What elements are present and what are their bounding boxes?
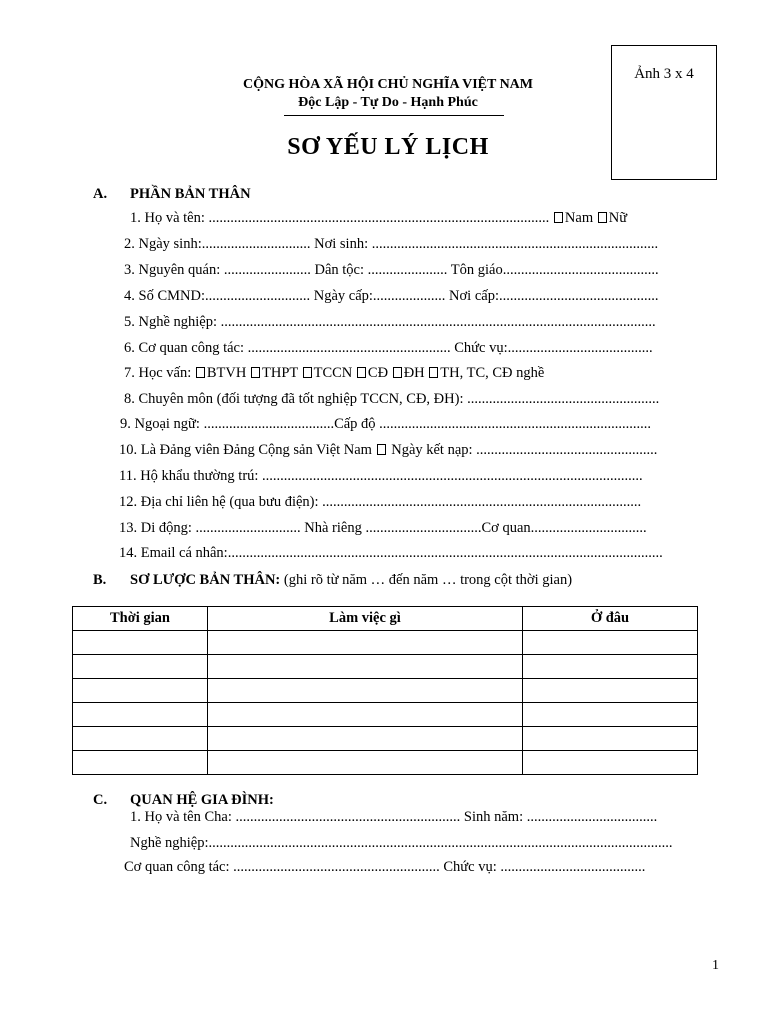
checkbox-dh[interactable] [393, 367, 402, 378]
form-line-id-card[interactable]: 4. Số CMND:............................. Ngày cấp:.................... Nơi cấp:............................................ [124, 288, 659, 304]
option-dh: ĐH [403, 365, 425, 381]
option-vocational: TH, TC, CĐ nghề [440, 365, 545, 381]
country-title: CỘNG HÒA XÃ HỘI CHỦ NGHĨA VIỆT NAM [242, 77, 533, 92]
form-line-specialty[interactable]: 8. Chuyên môn (đối tượng đã tốt nghiệp TCCN, CĐ, ĐH): ..................................................... [124, 391, 660, 407]
table-row [73, 751, 698, 775]
table-cell[interactable] [523, 727, 698, 751]
form-line-father-name[interactable]: 1. Họ và tên Cha: .............................................................. Sinh năm: .................................... [130, 809, 658, 825]
party-member-text: 10. Là Đảng viên Đảng Cộng sản Việt Nam [119, 442, 376, 458]
table-cell[interactable] [208, 655, 523, 679]
form-line-education[interactable] [124, 363, 696, 383]
section-b-letter: B. [93, 572, 107, 588]
table-row [73, 727, 698, 751]
section-b-note: (ghi rõ từ năm … đến năm … trong cột thời gian) [280, 572, 573, 588]
form-line-phone[interactable]: 13. Di động: ............................. Nhà riêng ................................Cơ quan................................ [119, 520, 647, 536]
table-cell[interactable] [73, 703, 208, 727]
table-cell[interactable] [73, 631, 208, 655]
page-title: SƠ YẾU LÝ LỊCH [287, 134, 489, 160]
form-line-address[interactable]: 12. Địa chỉ liên hệ (qua bưu điện): ........................................................................................ [119, 494, 642, 510]
form-line-email[interactable]: 14. Email cá nhân:........................................................................................................................ [119, 545, 663, 561]
checkbox-party-member[interactable] [377, 444, 386, 455]
table-cell[interactable] [523, 703, 698, 727]
section-c-heading: QUAN HỆ GIA ĐÌNH: [130, 792, 274, 808]
table-cell[interactable] [208, 751, 523, 775]
join-date-text: Ngày kết nạp: .................................................. [391, 442, 658, 458]
column-header-work: Làm việc gì [208, 607, 523, 631]
table-row [73, 679, 698, 703]
form-line-workplace[interactable]: 6. Cơ quan công tác: ........................................................ Chức vụ:........................................ [124, 340, 653, 356]
checkbox-cd[interactable] [357, 367, 366, 378]
checkbox-tccn[interactable] [303, 367, 312, 378]
form-line-father-occupation[interactable]: Nghề nghiệp:................................................................................................................................ [130, 835, 673, 851]
option-btvh: BTVH [206, 365, 247, 381]
form-line-name[interactable] [130, 208, 700, 228]
page-number: 1 [712, 958, 719, 973]
column-header-time: Thời gian [73, 607, 208, 631]
option-cd: CĐ [367, 365, 389, 381]
checkbox-btvh[interactable] [196, 367, 205, 378]
education-label: 7. Học vấn: [124, 365, 195, 381]
table-row [73, 655, 698, 679]
section-a-heading: PHẦN BẢN THÂN [130, 186, 251, 202]
photo-label: Ảnh 3 x 4 [634, 66, 694, 82]
section-b-heading: SƠ LƯỢC BẢN THÂN: [130, 572, 281, 588]
section-b-heading-row [130, 572, 572, 589]
table-header-row [73, 607, 698, 631]
motto-underline [284, 115, 504, 116]
table-cell[interactable] [208, 727, 523, 751]
form-line-father-workplace[interactable]: Cơ quan công tác: ......................................................... Chức vụ: ........................................ [124, 859, 646, 875]
checkbox-vocational[interactable] [429, 367, 438, 378]
section-c-letter: C. [93, 792, 108, 808]
motto: Độc Lập - Tự Do - Hạnh Phúc [298, 95, 478, 110]
table-cell[interactable] [208, 703, 523, 727]
table-cell[interactable] [523, 751, 698, 775]
table-cell[interactable] [73, 655, 208, 679]
checkbox-thpt[interactable] [251, 367, 260, 378]
section-a-letter: A. [93, 186, 108, 202]
column-header-place: Ở đâu [523, 607, 698, 631]
history-table [72, 606, 698, 775]
form-line-language[interactable]: 9. Ngoại ngữ: ....................................Cấp độ ........................................................................... [120, 416, 652, 432]
table-cell[interactable] [73, 751, 208, 775]
form-line-party-member[interactable] [119, 440, 696, 460]
form-line-occupation[interactable]: 5. Nghề nghiệp: ........................................................................................................................ [124, 314, 656, 330]
option-thpt: THPT [261, 365, 298, 381]
table-cell[interactable] [523, 679, 698, 703]
checkbox-male-label: Nam [564, 210, 594, 226]
table-cell[interactable] [73, 679, 208, 703]
table-row [73, 703, 698, 727]
table-row [73, 631, 698, 655]
checkbox-female[interactable] [598, 212, 607, 223]
table-cell[interactable] [208, 631, 523, 655]
table-cell[interactable] [523, 631, 698, 655]
form-line-residence[interactable]: 11. Hộ khẩu thường trú: ......................................................................................................... [119, 468, 643, 484]
checkbox-male[interactable] [554, 212, 563, 223]
table-cell[interactable] [523, 655, 698, 679]
form-line-birth[interactable]: 2. Ngày sinh:.............................. Nơi sinh: ............................................................................... [124, 236, 659, 252]
form-line-origin[interactable]: 3. Nguyên quán: ........................ Dân tộc: ...................... Tôn giáo........................................... [124, 262, 659, 278]
table-cell[interactable] [208, 679, 523, 703]
checkbox-female-label: Nữ [608, 210, 628, 226]
option-tccn: TCCN [313, 365, 353, 381]
table-cell[interactable] [73, 727, 208, 751]
form-line-text: 1. Họ và tên: .............................................................................................. [130, 210, 550, 226]
